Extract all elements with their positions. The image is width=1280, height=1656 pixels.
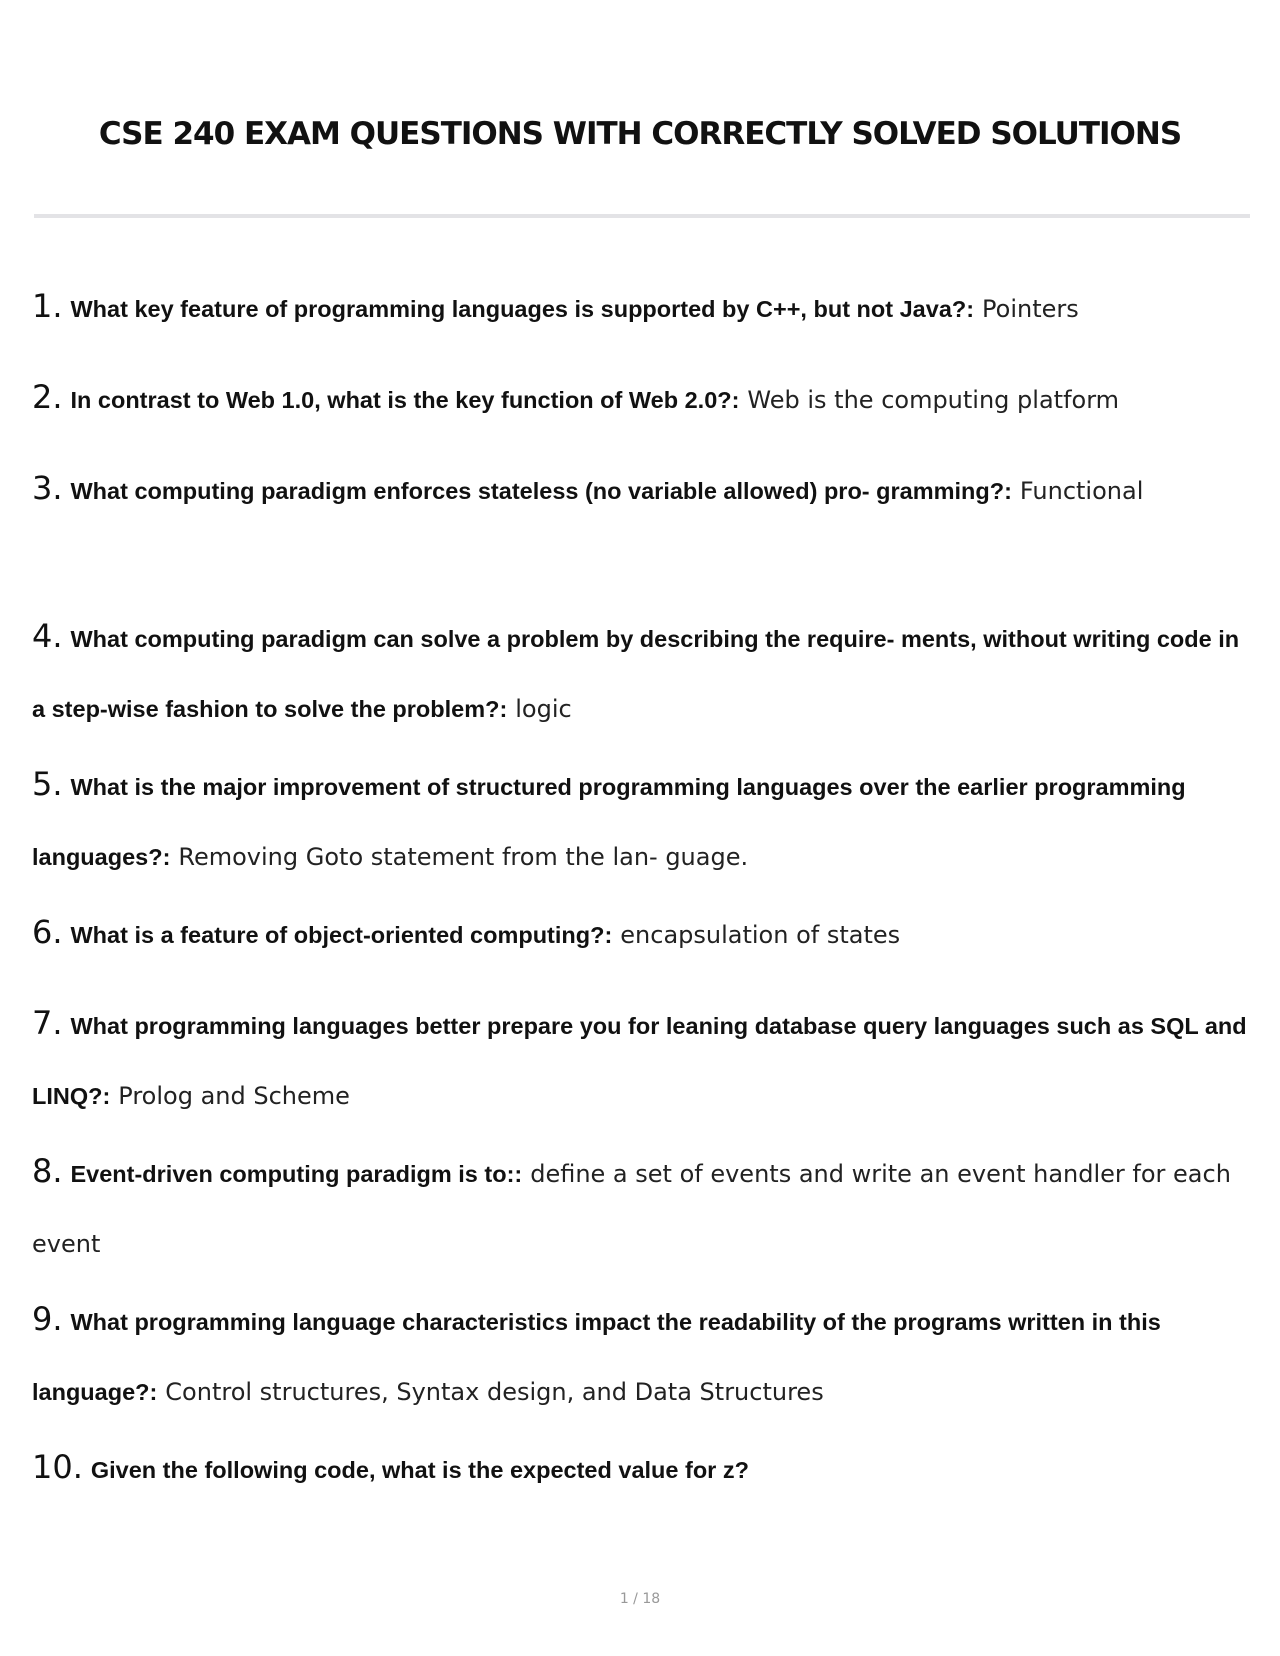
- question-item: [32, 1432, 1252, 1505]
- page-indicator: 1 / 18: [619, 1591, 661, 1607]
- question-item: [32, 897, 1252, 970]
- answer-text: define a set of events and write an event handler for each event: [32, 1160, 1231, 1258]
- title-divider: [34, 214, 1250, 218]
- answer-text: Removing Goto statement from the lan- guage.: [178, 843, 749, 871]
- question-text: What key feature of programming languages is supported by C++, but not Java?:: [70, 296, 975, 322]
- question-text: What is the major improvement of structured programming languages over the earlier programming languages?:: [32, 774, 1186, 870]
- question-text: What is a feature of object-oriented computing?:: [70, 922, 613, 948]
- question-text: What computing paradigm enforces stateless (no variable allowed) pro- gramming?:: [70, 478, 1012, 504]
- answer-text: Functional: [1019, 477, 1144, 505]
- question-text: Event-driven computing paradigm is to::: [70, 1161, 523, 1187]
- answer-text: Pointers: [982, 295, 1079, 323]
- answer-text: Prolog and Scheme: [118, 1082, 350, 1110]
- question-item: [32, 453, 1252, 526]
- question-number: 4.: [32, 617, 63, 655]
- question-text: In contrast to Web 1.0, what is the key function of Web 2.0?:: [70, 387, 740, 413]
- question-item: [32, 1136, 1252, 1279]
- question-number: 3.: [32, 469, 63, 507]
- question-text: What programming language characteristics impact the readability of the programs written in this language?:: [32, 1309, 1161, 1405]
- question-item: [32, 362, 1252, 435]
- question-number: 5.: [32, 765, 63, 803]
- question-number: 8.: [32, 1152, 63, 1190]
- answer-text: logic: [515, 695, 572, 723]
- question-item: [32, 749, 1252, 892]
- question-item: [32, 601, 1252, 744]
- question-item: [32, 988, 1252, 1131]
- question-number: 10.: [32, 1448, 83, 1486]
- answer-text: Web is the computing platform: [747, 386, 1120, 414]
- question-number: 6.: [32, 913, 63, 951]
- question-number: 1.: [32, 287, 63, 325]
- question-item: [32, 271, 1252, 344]
- question-number: 7.: [32, 1004, 63, 1042]
- question-text: Given the following code, what is the expected value for z?: [90, 1457, 749, 1483]
- document-title: CSE 240 EXAM QUESTIONS WITH CORRECTLY SOLVED SOLUTIONS: [98, 116, 1182, 152]
- question-text: What programming languages better prepare you for leaning database query languages such as SQL and LINQ?:: [32, 1013, 1247, 1109]
- answer-text: encapsulation of states: [620, 921, 901, 949]
- answer-text: Control structures, Syntax design, and Data Structures: [165, 1378, 824, 1406]
- question-number: 9.: [32, 1300, 63, 1338]
- question-number: 2.: [32, 378, 63, 416]
- question-text: What computing paradigm can solve a problem by describing the require- ments, without writing code in a step-wise fashion to solve the problem?:: [32, 626, 1240, 722]
- question-item: [32, 1284, 1252, 1427]
